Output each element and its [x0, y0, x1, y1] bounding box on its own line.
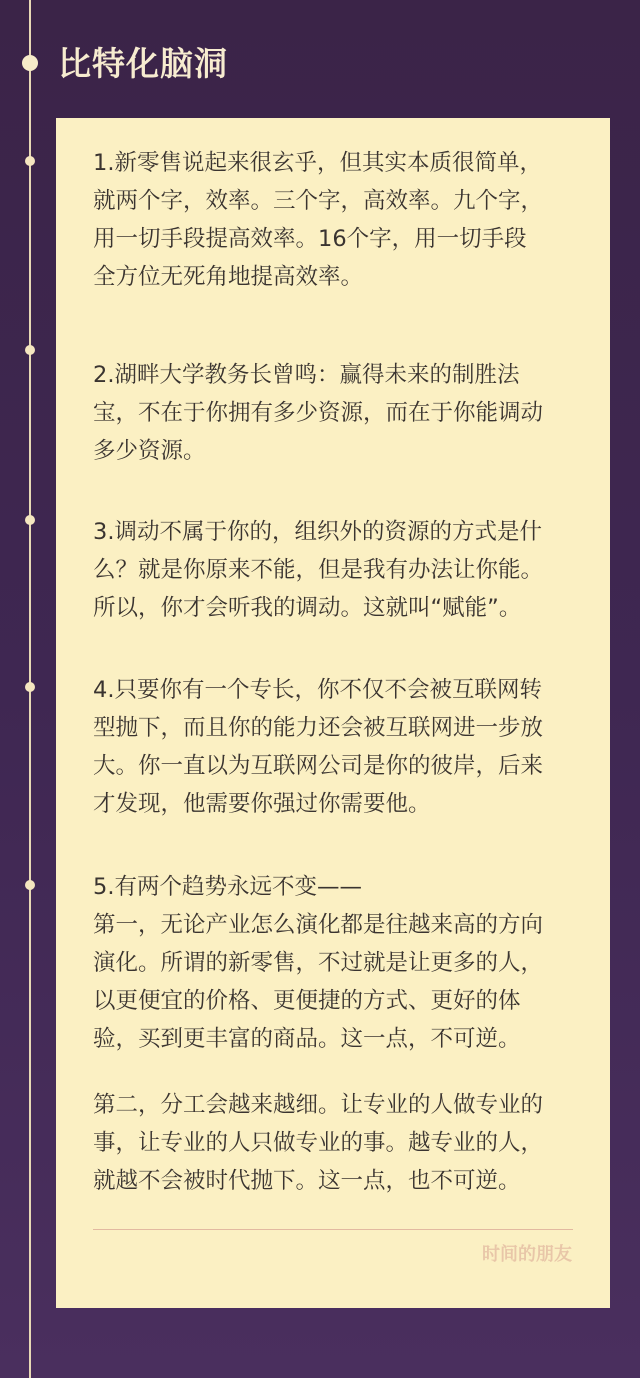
paragraph-6: 第二，分工会越来越细。让专业的人做专业的 事，让专业的人只做专业的事。越专业的人， 就越不会被时代抛下。这一点，也不可逆。: [93, 1092, 544, 1194]
timeline-dot-4: [25, 682, 35, 692]
paragraph-4: 4.只要你有一个专长，你不仅不会被互联网转 型抛下，而且你的能力还会被互联网进一步放 大。你一直以为互联网公司是你的彼岸，后来 才发现，他需要你强过你需要他。: [93, 677, 544, 817]
timeline-dot-2: [25, 345, 35, 355]
timeline-dot-header: [22, 55, 38, 71]
source-label: 时间的朋友: [482, 1244, 572, 1265]
content-card: [56, 118, 610, 1308]
timeline-dot-1: [25, 156, 35, 166]
page-title: 比特化脑洞: [58, 44, 228, 83]
paragraph-3: 3.调动不属于你的，组织外的资源的方式是什 么？就是你原来不能，但是我有办法让你能。 所以，你才会听我的调动。这就叫“赋能”。: [93, 519, 544, 621]
timeline-dot-3: [25, 515, 35, 525]
paragraph-5: 5.有两个趋势永远不变—— 第一，无论产业怎么演化都是往越来高的方向 演化。所谓的新零售，不过就是让更多的人， 以更便宜的价格、更便捷的方式、更好的体 验，买到更丰富的商品。这一点，不可逆。: [93, 874, 544, 1052]
timeline-dot-5: [25, 880, 35, 890]
paragraph-2: 2.湖畔大学教务长曾鸣：赢得未来的制胜法 宝，不在于你拥有多少资源，而在于你能调动 多少资源。: [93, 362, 544, 464]
paragraph-1: 1.新零售说起来很玄乎，但其实本质很简单， 就两个字，效率。三个字，高效率。九个字， 用一切手段提高效率。16个字，用一切手段 全方位无死角地提高效率。: [93, 150, 544, 290]
divider: [93, 1229, 573, 1230]
